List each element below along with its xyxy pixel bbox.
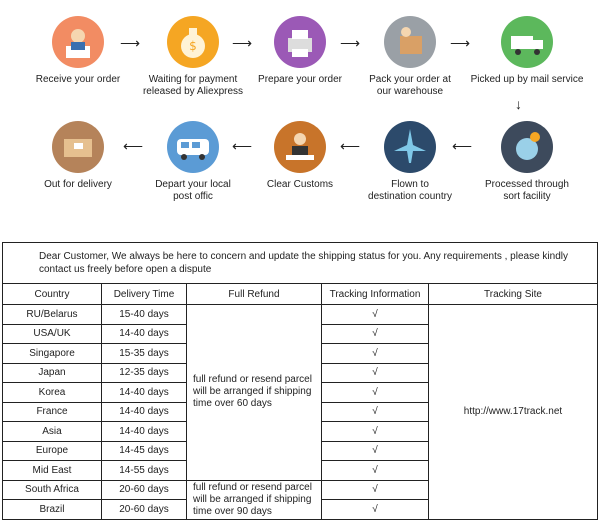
arrow-right-icon: ⟶	[340, 35, 361, 51]
tracking-cell: √	[322, 441, 429, 461]
notice-text: Dear Customer, We always be here to concern and update the shipping status for you. Any requirements , please kindly contact us freely before open a dispute	[3, 243, 598, 284]
time-cell: 12-35 days	[102, 363, 187, 383]
step-flown	[355, 121, 465, 203]
step-waiting-payment	[138, 16, 248, 98]
step-prepare-order	[250, 16, 350, 86]
tracking-cell: √	[322, 305, 429, 325]
box-icon	[384, 16, 436, 68]
step-pack-order	[355, 16, 465, 98]
country-cell: RU/Belarus	[3, 305, 102, 325]
country-cell: Asia	[3, 422, 102, 442]
country-cell: France	[3, 402, 102, 422]
tracking-cell: √	[322, 461, 429, 481]
time-cell: 14-40 days	[102, 422, 187, 442]
tracking-cell: √	[322, 383, 429, 403]
time-cell: 14-40 days	[102, 402, 187, 422]
step-label: Flown to destination country	[368, 179, 452, 202]
tracking-cell: √	[322, 422, 429, 442]
arrow-left-icon: ⟵	[452, 138, 473, 154]
printer-icon	[274, 16, 326, 68]
van-icon	[167, 121, 219, 173]
time-cell: 15-40 days	[102, 305, 187, 325]
time-cell: 14-40 days	[102, 383, 187, 403]
step-label: Picked up by mail service	[470, 74, 584, 85]
time-cell: 14-55 days	[102, 461, 187, 481]
shipping-table	[2, 242, 598, 520]
truck-icon	[501, 16, 553, 68]
time-cell: 20-60 days	[102, 500, 187, 520]
step-label: Out for delivery	[44, 179, 112, 190]
tracking-cell: √	[322, 344, 429, 364]
airplane-icon	[384, 121, 436, 173]
tracking-cell: √	[322, 500, 429, 520]
step-receive-order	[28, 16, 128, 86]
step-label: Receive your order	[35, 74, 121, 85]
arrow-right-icon: ⟶	[450, 35, 471, 51]
step-out-for-delivery	[28, 121, 128, 191]
globe-icon	[501, 121, 553, 173]
country-cell: Japan	[3, 363, 102, 383]
country-cell: Europe	[3, 441, 102, 461]
step-label: Clear Customs	[266, 179, 334, 190]
tracking-cell: √	[322, 402, 429, 422]
time-cell: 15-35 days	[102, 344, 187, 364]
parcel-icon	[52, 121, 104, 173]
country-cell: Singapore	[3, 344, 102, 364]
arrow-right-icon: ⟶	[232, 35, 253, 51]
step-label: Waiting for payment released by Aliexpress	[142, 74, 244, 97]
header-delivery-time: Delivery Time	[102, 284, 187, 305]
arrow-left-icon: ⟵	[232, 138, 253, 154]
arrow-left-icon: ⟵	[340, 138, 361, 154]
step-depart-post-office	[138, 121, 248, 203]
step-label: Prepare your order	[258, 74, 342, 85]
arrow-right-icon: ⟶	[120, 35, 141, 51]
country-cell: South Africa	[3, 480, 102, 500]
header-tracking-info: Tracking Information	[322, 284, 429, 305]
svg-text:$: $	[189, 39, 197, 53]
person-at-desk-icon	[52, 16, 104, 68]
refund-note-60: full refund or resend parcel will be arranged if shipping time over 60 days	[187, 305, 322, 481]
refund-note-90: full refund or resend parcel will be arranged if shipping time over 90 days	[187, 480, 322, 519]
tracking-cell: √	[322, 324, 429, 344]
country-cell: Korea	[3, 383, 102, 403]
country-cell: Brazil	[3, 500, 102, 520]
step-label: Processed through sort facility	[485, 179, 569, 202]
header-tracking-site: Tracking Site	[429, 284, 598, 305]
time-cell: 14-40 days	[102, 324, 187, 344]
country-cell: USA/UK	[3, 324, 102, 344]
time-cell: 14-45 days	[102, 441, 187, 461]
step-sort-facility	[462, 121, 592, 203]
tracking-cell: √	[322, 480, 429, 500]
time-cell: 20-60 days	[102, 480, 187, 500]
header-full-refund: Full Refund	[187, 284, 322, 305]
step-label: Depart your local post offic	[155, 179, 231, 202]
country-cell: Mid East	[3, 461, 102, 481]
customs-officer-icon	[274, 121, 326, 173]
arrow-down-icon: ↓	[515, 96, 522, 112]
money-bag-icon	[167, 16, 219, 68]
step-clear-customs	[250, 121, 350, 191]
table-header	[3, 284, 598, 305]
step-picked-up	[462, 16, 592, 86]
tracking-site-link[interactable]: http://www.17track.net	[429, 305, 598, 520]
table-row	[3, 305, 598, 325]
step-label: Pack your order at our warehouse	[369, 74, 451, 97]
arrow-left-icon: ⟵	[123, 138, 144, 154]
header-country: Country	[3, 284, 102, 305]
tracking-cell: √	[322, 363, 429, 383]
